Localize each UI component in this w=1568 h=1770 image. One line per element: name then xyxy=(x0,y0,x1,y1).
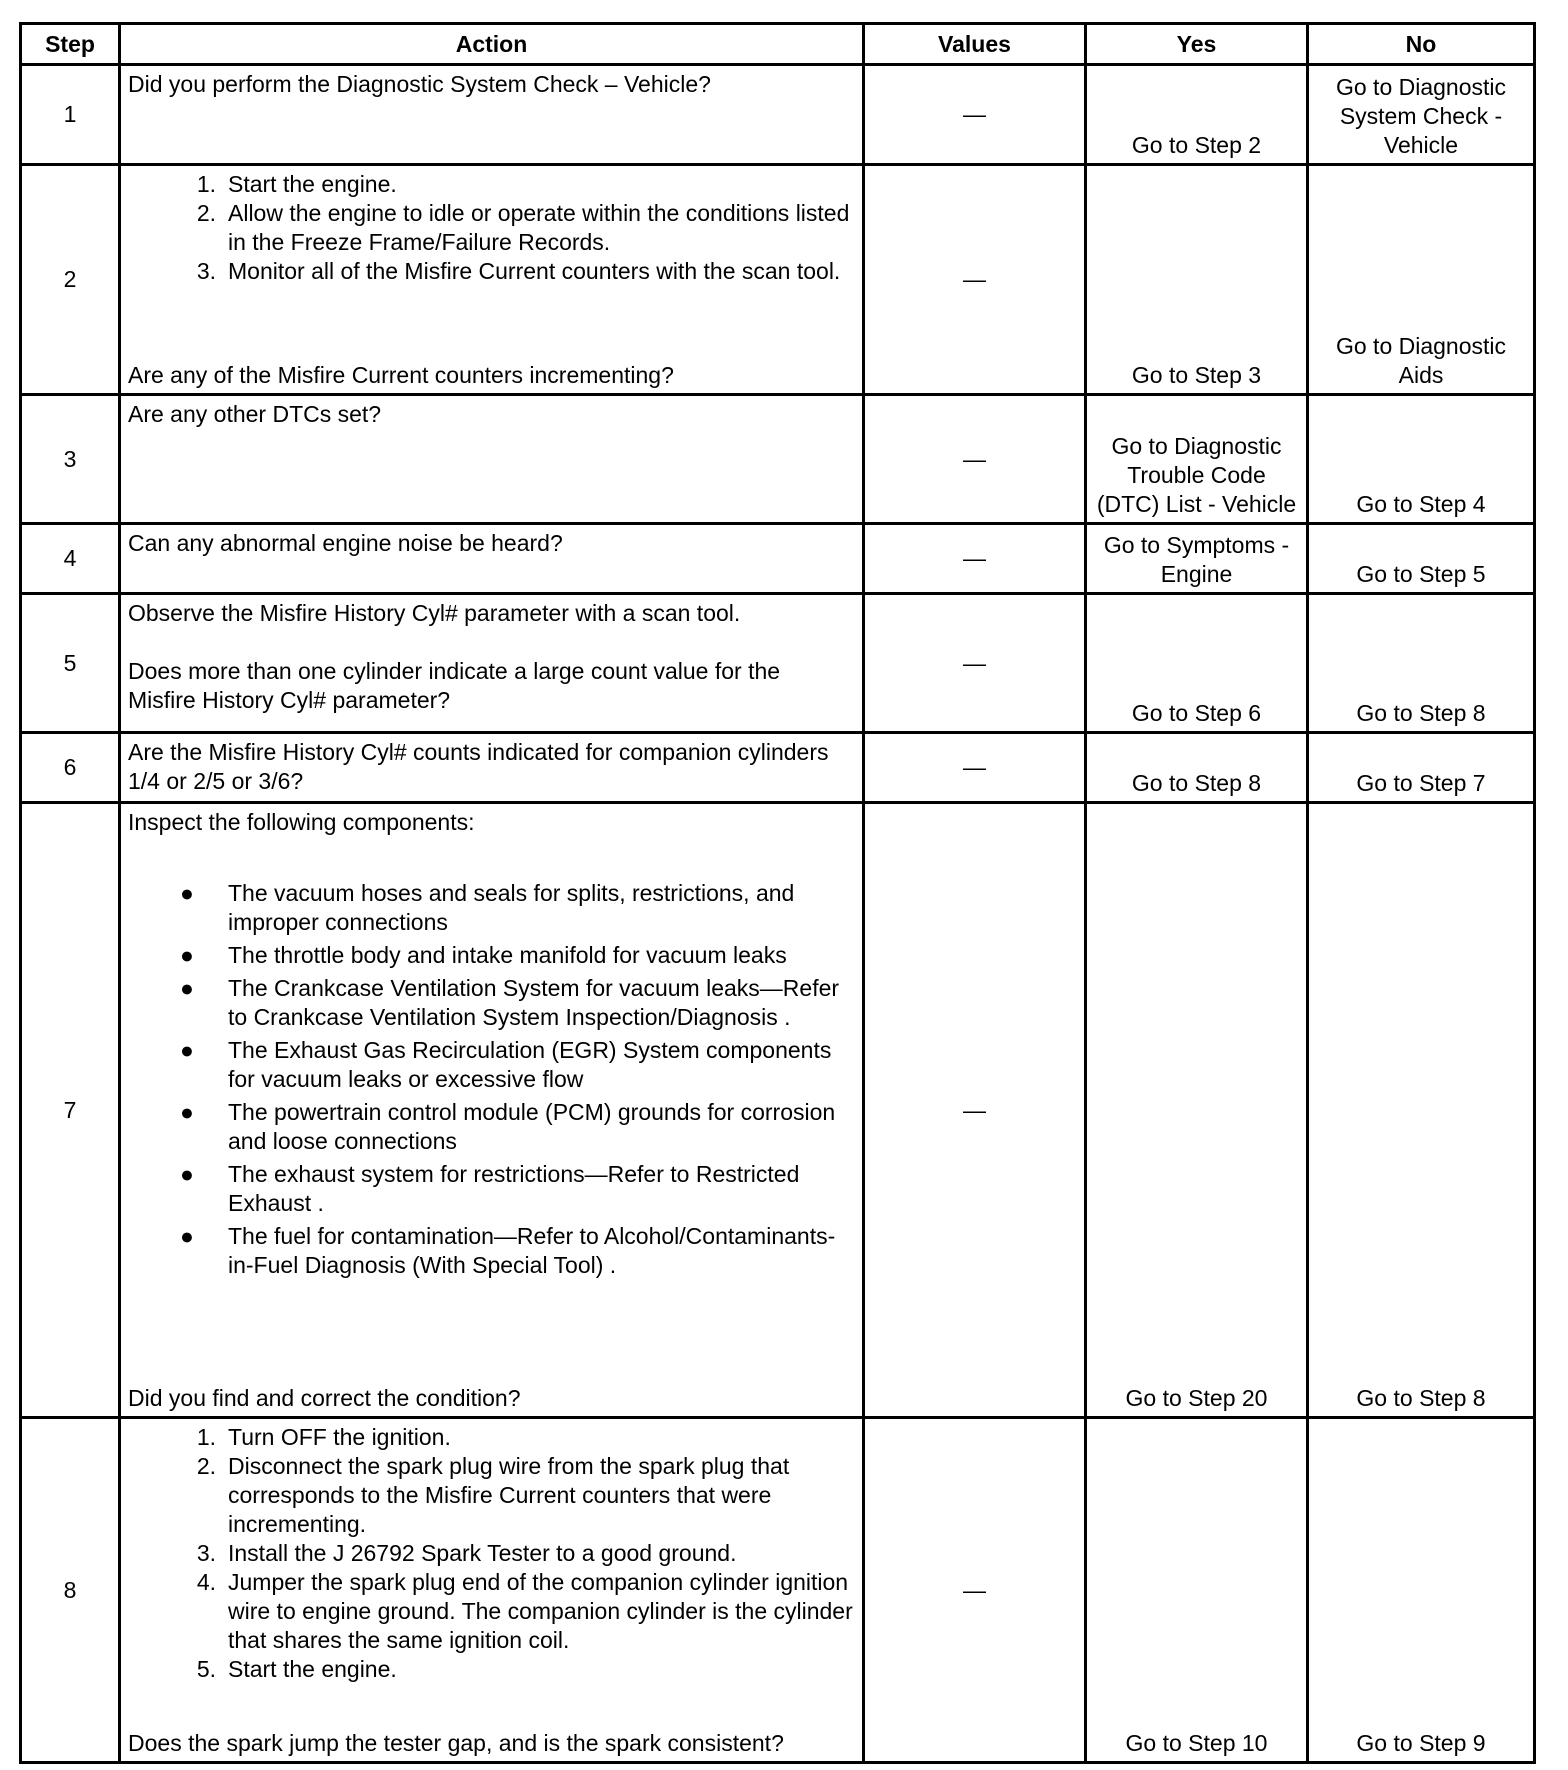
yes-action: Go to Step 10 xyxy=(1086,1418,1308,1763)
table-row-step-8 xyxy=(21,1418,1535,1763)
no-action: Go to Step 8 xyxy=(1308,594,1535,733)
step-number: 3 xyxy=(21,395,120,524)
list-item: 5. Start the engine. xyxy=(196,1656,397,1682)
list-item: 2. Allow the engine to idle or operate within the conditions listed in the Freeze Frame/Failure Records. xyxy=(196,200,850,255)
table-row-step-5 xyxy=(21,594,1535,733)
action-cell xyxy=(120,395,864,524)
action-text: Observe the Misfire History Cyl# parameter with a scan tool. xyxy=(128,600,741,626)
action-question: Are any of the Misfire Current counters incrementing? xyxy=(128,362,674,388)
yes-action: Go to Diagnostic Trouble Code (DTC) List - Vehicle xyxy=(1086,395,1308,524)
list-item: 1. Start the engine. xyxy=(196,171,397,197)
value-cell: — xyxy=(864,1418,1086,1763)
no-action: Go to Step 7 xyxy=(1308,733,1535,803)
table-row-step-2 xyxy=(21,165,1535,395)
step-number: 5 xyxy=(21,594,120,733)
action-cell xyxy=(120,733,864,803)
action-text: Can any abnormal engine noise be heard? xyxy=(128,530,563,556)
table-row-step-3 xyxy=(21,395,1535,524)
table-row-step-4 xyxy=(21,524,1535,594)
action-cell xyxy=(120,803,864,1418)
no-action: Go to Diagnostic Aids xyxy=(1308,165,1535,395)
yes-action: Go to Step 8 xyxy=(1086,733,1308,803)
list-item: ● The vacuum hoses and seals for splits, restrictions, and improper connections xyxy=(180,880,795,935)
step-number: 4 xyxy=(21,524,120,594)
action-cell xyxy=(120,524,864,594)
diagnostic-table xyxy=(19,22,1536,1764)
yes-action: Go to Step 3 xyxy=(1086,165,1308,395)
action-cell xyxy=(120,594,864,733)
no-action: Go to Step 4 xyxy=(1308,395,1535,524)
action-cell xyxy=(120,165,864,395)
yes-action: Go to Step 6 xyxy=(1086,594,1308,733)
table-row-step-6 xyxy=(21,733,1535,803)
action-text: Inspect the following components: xyxy=(128,809,475,835)
step-number: 2 xyxy=(21,165,120,395)
list-item: ● The fuel for contamination—Refer to Alcohol/Contaminants-in-Fuel Diagnosis (With Special Tool) . xyxy=(180,1223,836,1278)
table-row-step-7 xyxy=(21,803,1535,1418)
list-item: 3. Monitor all of the Misfire Current counters with the scan tool. xyxy=(196,258,841,284)
value-cell: — xyxy=(864,733,1086,803)
list-item: ● The throttle body and intake manifold for vacuum leaks xyxy=(180,942,787,968)
step-number: 8 xyxy=(21,1418,120,1763)
step-number: 1 xyxy=(21,65,120,165)
action-question: Does the spark jump the tester gap, and is the spark consistent? xyxy=(128,1730,784,1756)
value-cell: — xyxy=(864,594,1086,733)
list-item: ● The powertrain control module (PCM) grounds for corrosion and loose connections xyxy=(180,1099,836,1154)
step-number: 6 xyxy=(21,733,120,803)
yes-action: Go to Step 2 xyxy=(1086,65,1308,165)
list-item: ● The exhaust system for restrictions—Refer to Restricted Exhaust . xyxy=(180,1161,800,1216)
header-row xyxy=(21,24,1535,65)
header-action: Action xyxy=(120,24,864,65)
no-action: Go to Step 5 xyxy=(1308,524,1535,594)
header-yes: Yes xyxy=(1086,24,1308,65)
list-item: ● The Exhaust Gas Recirculation (EGR) System components for vacuum leaks or excessive flow xyxy=(180,1037,832,1092)
action-question: Did you find and correct the condition? xyxy=(128,1385,521,1411)
list-item: ● The Crankcase Ventilation System for vacuum leaks—Refer to Crankcase Ventilation System Inspection/Diagnosis . xyxy=(180,975,840,1030)
table-row-step-1 xyxy=(21,65,1535,165)
list-item: 1. Turn OFF the ignition. xyxy=(196,1424,451,1450)
numbered-list xyxy=(128,1423,854,1684)
list-item: 4. Jumper the spark plug end of the companion cylinder ignition wire to engine ground. The companion cylinder is the cylinder that shares the same ignition coil. xyxy=(196,1569,853,1653)
no-action: Go to Step 9 xyxy=(1308,1418,1535,1763)
value-cell: — xyxy=(864,524,1086,594)
bullet-list xyxy=(128,873,854,1280)
action-text: Are any other DTCs set? xyxy=(128,401,382,427)
header-step: Step xyxy=(21,24,120,65)
no-action: Go to Diagnostic System Check - Vehicle xyxy=(1308,65,1535,165)
action-text: Are the Misfire History Cyl# counts indicated for companion cylinders 1/4 or 2/5 or 3/6? xyxy=(128,739,829,794)
no-action: Go to Step 8 xyxy=(1308,803,1535,1418)
list-item: 2. Disconnect the spark plug wire from the spark plug that corresponds to the Misfire Current counters that were incrementing. xyxy=(196,1453,790,1537)
list-item: 3. Install the J 26792 Spark Tester to a good ground. xyxy=(196,1540,737,1566)
action-text: Did you perform the Diagnostic System Check – Vehicle? xyxy=(128,71,711,97)
value-cell: — xyxy=(864,803,1086,1418)
action-question: Does more than one cylinder indicate a large count value for the Misfire History Cyl# parameter? xyxy=(128,658,781,713)
value-cell: — xyxy=(864,395,1086,524)
yes-action: Go to Symptoms - Engine xyxy=(1086,524,1308,594)
value-cell: — xyxy=(864,165,1086,395)
action-cell xyxy=(120,65,864,165)
yes-action: Go to Step 20 xyxy=(1086,803,1308,1418)
value-cell: — xyxy=(864,65,1086,165)
header-values: Values xyxy=(864,24,1086,65)
header-no: No xyxy=(1308,24,1535,65)
action-cell xyxy=(120,1418,864,1763)
numbered-list xyxy=(128,170,854,286)
step-number: 7 xyxy=(21,803,120,1418)
